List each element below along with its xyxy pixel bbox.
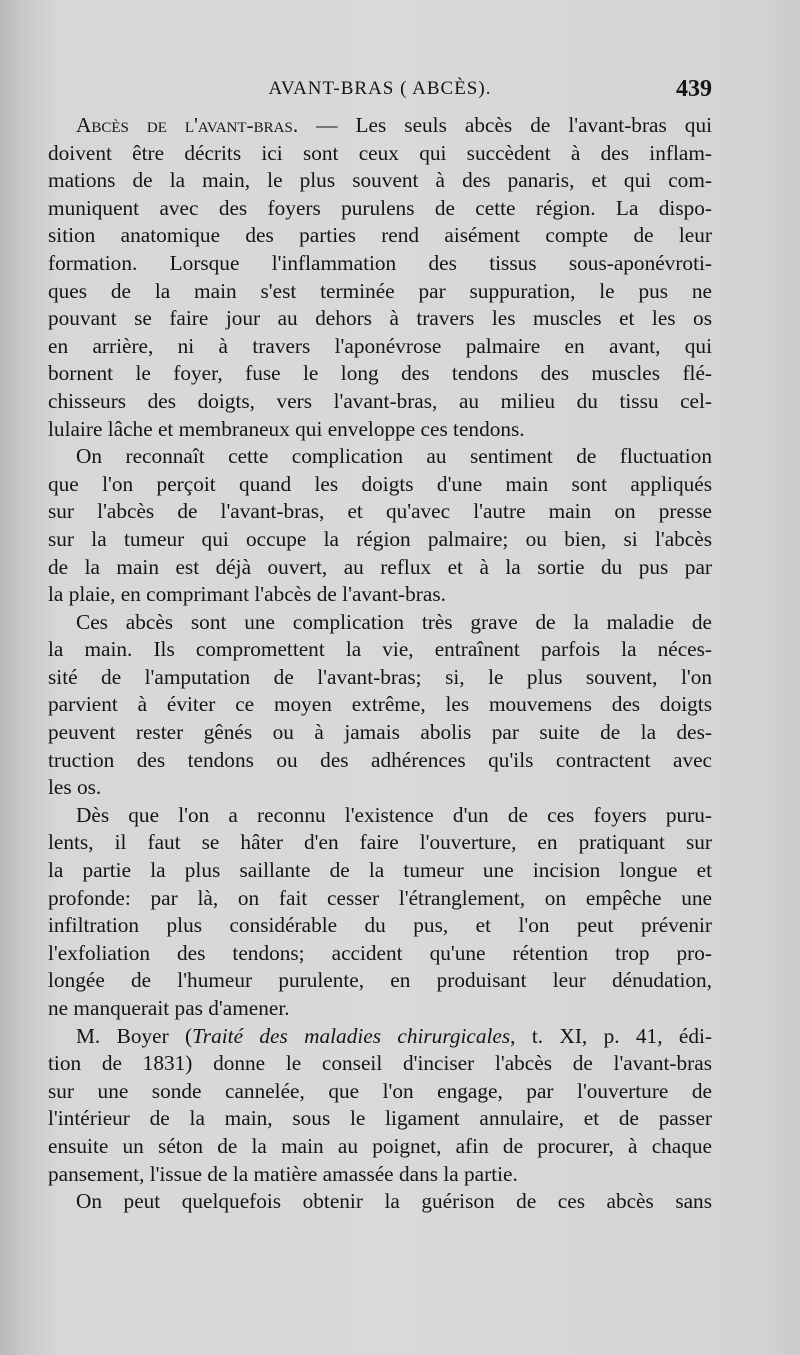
section-heading: Abcès de l'avant-bras.	[76, 113, 299, 137]
text-line: que l'on perçoit quand les doigts d'une main sont appliqués	[48, 471, 712, 496]
text-line: la plaie, en comprimant l'abcès de l'avant-bras.	[48, 582, 446, 607]
text-line: la main. Ils compromettent la vie, entraînent parfois la néces-	[48, 637, 712, 662]
paragraph-gravite	[48, 609, 712, 802]
text-line: pansement, l'issue de la matière amassée dans la partie.	[48, 1161, 518, 1186]
text-line: mations de la main, le plus souvent à des panaris, et qui com-	[48, 168, 712, 193]
text-line: ne manquerait pas d'amener.	[48, 996, 290, 1020]
text-line: parvient à éviter ce moyen extrême, les mouvemens des doigts	[48, 692, 712, 717]
text-line: l'intérieur de la main, sous le ligament annulaire, et de passer	[48, 1106, 712, 1131]
text-line: sition anatomique des parties rend aisément compte de leur	[48, 223, 712, 248]
text-line: formation. Lorsque l'inflammation des tissus sous-aponévroti-	[48, 250, 712, 275]
text-line: infiltration plus considérable du pus, et l'on peut prévenir	[48, 913, 712, 938]
page-header	[48, 78, 712, 112]
text-line: muniquent avec des foyers purulens de cette région. La dispo-	[48, 195, 712, 220]
text-line: chisseurs des doigts, vers l'avant-bras, au milieu du tissu cel-	[48, 388, 712, 413]
text-line: peuvent rester gênés ou à jamais abolis par suite de la des-	[48, 720, 712, 745]
text-line-rest: — Les seuls abcès de l'avant-bras qui	[298, 113, 713, 137]
text-line: lents, il faut se hâter d'en faire l'ouverture, en pratiquant sur	[48, 830, 712, 855]
text-line: truction des tendons ou des adhérences qu'ils contractent avec	[48, 747, 712, 772]
citation-suffix: , t. XI, p. 41, édi-	[510, 1023, 712, 1048]
citation-title: Traité des maladies chirurgicales	[192, 1023, 511, 1048]
paragraph-abces	[48, 112, 712, 443]
text-line: pouvant se faire jour au dehors à travers les muscles et les os	[48, 306, 712, 331]
paragraph-ouverture	[48, 802, 712, 1023]
text-line: On reconnaît cette complication au sentiment de fluctuation	[76, 444, 712, 469]
text-line: sur la tumeur qui occupe la région palmaire; ou bien, si l'abcès	[48, 526, 712, 551]
text-line: tion de 1831) donne le conseil d'inciser l'abcès de l'avant-bras	[48, 1051, 712, 1076]
text-line: lulaire lâche et membraneux qui enveloppe ces tendons.	[48, 416, 525, 441]
text-line: bornent le foyer, fuse le long des tendons des muscles flé-	[48, 361, 712, 386]
text-line: Ces abcès sont une complication très grave de la maladie de	[76, 609, 712, 634]
text-line: l'exfoliation des tendons; accident qu'une rétention trop pro-	[48, 940, 712, 965]
text-line: sité de l'amputation de l'avant-bras; si, le plus souvent, l'on	[48, 664, 712, 689]
body-text	[48, 112, 712, 1216]
text-line: en arrière, ni à travers l'aponévrose palmaire en avant, qui	[48, 333, 712, 358]
text-line: de la main est déjà ouvert, au reflux et à la sortie du pus par	[48, 554, 712, 579]
paragraph-reconnait	[48, 443, 712, 609]
text-line: On peut quelquefois obtenir la guérison de ces abcès sans	[76, 1189, 712, 1214]
text-line: sur une sonde cannelée, que l'on engage, par l'ouverture de	[48, 1078, 712, 1103]
text-line: les os.	[48, 775, 102, 800]
paragraph-guerison	[48, 1188, 712, 1216]
text-line: la partie la plus saillante de la tumeur une incision longue et	[48, 858, 712, 883]
citation-prefix: M. Boyer (	[76, 1023, 193, 1048]
text-line: ques de la main s'est terminée par suppuration, le pus ne	[48, 278, 712, 303]
text-line: doivent être décrits ici sont ceux qui succèdent à des inflam-	[48, 140, 712, 165]
text-line: longée de l'humeur purulente, en produisant leur dénudation,	[48, 968, 712, 993]
paragraph-boyer	[48, 1023, 712, 1189]
text-line	[48, 1023, 712, 1051]
text-line	[48, 112, 712, 140]
text-line: ensuite un séton de la main au poignet, afin de procurer, à chaque	[48, 1133, 712, 1158]
running-title: AVANT-BRAS ( ABCÈS).	[268, 78, 492, 99]
text-line: Dès que l'on a reconnu l'existence d'un de ces foyers puru-	[76, 802, 712, 827]
text-line: profonde: par là, on fait cesser l'étranglement, on empêche une	[48, 885, 712, 910]
page-number: 439	[676, 76, 712, 102]
text-line: sur l'abcès de l'avant-bras, et qu'avec l'autre main on presse	[48, 499, 712, 524]
